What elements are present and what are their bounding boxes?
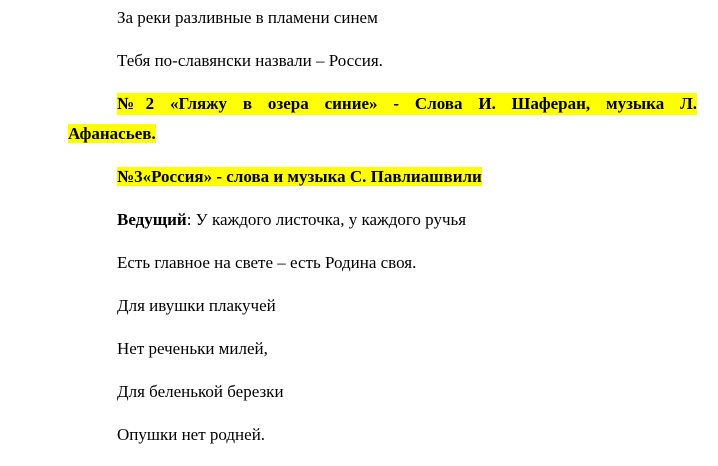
verse-intro-line-1: За реки разливные в пламени синем (117, 8, 378, 27)
song2-heading-highlighted-line-1: №2 «Гляжу в озера синие» - Слова И. Шаферан, музыка Л. (117, 94, 697, 113)
song3-heading-highlighted-text: №3«Россия» - слова и музыка С. Павлиашвили (117, 167, 482, 186)
song2-heading-row-2 (68, 119, 697, 149)
host-text: : У каждого листочка, у каждого ручья (186, 210, 467, 229)
verse-line-4: Для беленькой березки (117, 382, 284, 401)
verse-line-1: Есть главное на свете – есть Родина своя. (117, 253, 417, 272)
song2-heading (68, 89, 697, 149)
verse-line-3: Нет реченьки милей, (117, 339, 268, 358)
verse-line-2: Для ивушки плакучей (117, 296, 276, 315)
song3-heading (68, 162, 697, 192)
host-line (68, 205, 697, 235)
host-label: Ведущий (117, 210, 187, 229)
song2-heading-row-1 (68, 89, 697, 119)
verse-line-5: Опушки нет родней. (117, 425, 266, 444)
verse-intro-line-2: Тебя по-славянски назвали – Россия. (117, 51, 383, 70)
song2-heading-highlighted-line-2: Афанасьев. (68, 124, 156, 143)
